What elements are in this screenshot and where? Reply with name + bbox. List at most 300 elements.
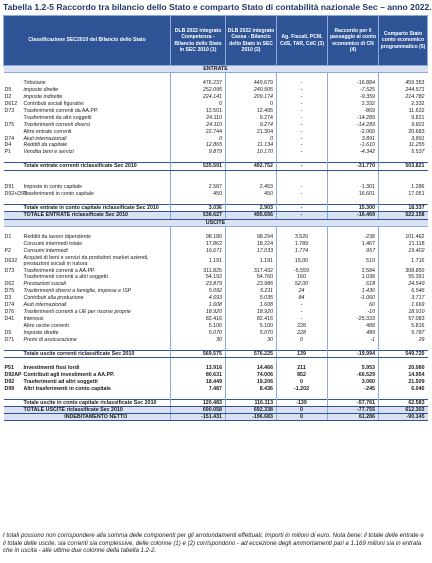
- empty-cell: [4, 226, 22, 233]
- value-ag-fiscali: 1.774: [277, 247, 328, 254]
- table-row: [4, 240, 428, 247]
- row-label: Trasferimenti diversi a famiglie, imprese e ISP: [23, 288, 132, 295]
- value-ag-fiscali: -: [277, 100, 328, 107]
- value-comparto-stato: 5.787: [379, 330, 428, 337]
- empty-cell: [328, 358, 379, 365]
- value-competenza: 24.110: [171, 114, 226, 121]
- table-row: [4, 323, 428, 330]
- table-row: [4, 87, 428, 94]
- row-code: D62: [4, 281, 15, 288]
- value-comparto-stato: -90.145: [379, 414, 428, 421]
- value-competenza: 17.862: [171, 240, 226, 247]
- value-ag-fiscali: 228: [277, 330, 328, 337]
- empty-cell: [328, 198, 379, 205]
- row-code: D75: [4, 121, 15, 128]
- row-code: P1: [4, 149, 11, 156]
- empty-cell: [4, 177, 22, 184]
- value-ag-fiscali: -: [277, 184, 328, 191]
- table-row: [4, 107, 428, 114]
- spacer-row: [4, 156, 428, 163]
- empty-cell: [379, 343, 428, 350]
- empty-cell: [379, 73, 428, 80]
- value-comparto-stato: 17.051: [379, 191, 428, 198]
- value-cassa: 9.274: [226, 114, 277, 121]
- value-raccordo: -77.755: [328, 406, 379, 413]
- row-label: Totale uscite correnti riclassificate Sec 2010: [22, 350, 171, 357]
- spacer-row: [4, 198, 428, 205]
- value-raccordo: 618: [328, 281, 379, 288]
- row-label: Interessi: [23, 316, 44, 323]
- spacer-row: [4, 343, 428, 350]
- value-comparto-stato: 9.821: [379, 121, 428, 128]
- value-cassa: 492.752: [226, 163, 277, 170]
- value-raccordo: 489: [328, 330, 379, 337]
- empty-cell: [226, 177, 277, 184]
- empty-cell: [277, 156, 328, 163]
- row-code: D91: [4, 184, 15, 191]
- value-raccordo: -10: [328, 309, 379, 316]
- table-row: [4, 80, 428, 87]
- value-raccordo: 1.467: [328, 240, 379, 247]
- empty-cell: [277, 226, 328, 233]
- value-ag-fiscali: -: [277, 163, 328, 170]
- value-cassa: 209.174: [226, 94, 277, 101]
- value-cassa: 74.006: [226, 371, 277, 378]
- empty-cell: [277, 392, 328, 399]
- value-competenza: 9.879: [171, 149, 226, 156]
- value-competenza: 12.865: [171, 142, 226, 149]
- row-code: D5: [4, 86, 12, 93]
- row-code: D4: [4, 142, 12, 149]
- table-row: [4, 378, 428, 385]
- row-code: [4, 350, 22, 357]
- row-label: Totale entrate in conto capitale riclassificate Sec 2010: [22, 205, 171, 212]
- table-row: [4, 128, 428, 135]
- spacer-row: [4, 358, 428, 365]
- row-code: D5: [4, 329, 12, 336]
- value-ag-fiscali: 24: [277, 288, 328, 295]
- value-comparto-stato: 3.891: [379, 135, 428, 142]
- empty-cell: [379, 392, 428, 399]
- value-ag-fiscali: -: [277, 87, 328, 94]
- row-code: D612: [4, 100, 18, 107]
- value-cassa: 692.338: [226, 406, 277, 413]
- value-comparto-stato: 21.509: [379, 378, 428, 385]
- row-code: D71: [4, 336, 15, 343]
- empty-cell: [226, 73, 277, 80]
- row-code: [4, 406, 22, 413]
- value-ag-fiscali: -: [277, 128, 328, 135]
- value-cassa: 2.903: [226, 205, 277, 212]
- row-code: D74: [4, 302, 15, 309]
- row-label: Totale entrate correnti riclassificate Sec 2010: [22, 163, 171, 170]
- value-competenza: 450: [171, 191, 226, 198]
- value-raccordo: -57.761: [328, 399, 379, 406]
- value-competenza: 1.608: [171, 302, 226, 309]
- row-label: Imposte in conto capitale: [23, 184, 83, 191]
- empty-cell: [226, 358, 277, 365]
- value-ag-fiscali: 84: [277, 295, 328, 302]
- value-ag-fiscali: -: [277, 309, 328, 316]
- value-raccordo: -25.333: [328, 316, 379, 323]
- row-label: Investimenti fissi lordi: [23, 364, 80, 371]
- value-ag-fiscali: -5.559: [277, 267, 328, 274]
- empty-cell: [22, 226, 171, 233]
- value-raccordo: -1.301: [328, 184, 379, 191]
- value-competenza: 5.092: [171, 288, 226, 295]
- value-raccordo: 16.601: [328, 191, 379, 198]
- value-competenza: 0: [171, 135, 226, 142]
- row-code: D2: [4, 93, 12, 100]
- row-label: Trasferimenti correnti a UE per risorse proprie: [23, 309, 131, 316]
- row-label: Redditi da lavoro dipendente: [23, 233, 91, 240]
- value-cassa: 11.134: [226, 142, 277, 149]
- value-raccordo: -2.060: [328, 128, 379, 135]
- value-cassa: 449.679: [226, 80, 277, 87]
- value-ag-fiscali: -: [277, 212, 328, 219]
- value-cassa: 18.920: [226, 309, 277, 316]
- value-cassa: 8.436: [226, 385, 277, 392]
- value-comparto-stato: 21.118: [379, 240, 428, 247]
- row-code: D92AP: [4, 371, 22, 378]
- value-comparto-stato: 20.683: [379, 128, 428, 135]
- value-cassa: 5.070: [226, 330, 277, 337]
- row-label: Totale uscite in conto capitale riclassificate Sec 2010: [22, 399, 171, 406]
- empty-cell: [226, 392, 277, 399]
- value-cassa: 450: [226, 191, 277, 198]
- value-cassa: -196.683: [226, 414, 277, 421]
- value-competenza: 98.180: [171, 233, 226, 240]
- header-ag-fiscali: Ag. Fiscali, PCM, CdS, TAR, CdC (3): [277, 16, 328, 66]
- value-competenza: 690.058: [171, 406, 226, 413]
- value-cassa: 18.224: [226, 240, 277, 247]
- header-competenza: DLB 2022 integrato Competenza - Bilancio dello Stato in SEC 2010 (1): [171, 16, 226, 66]
- row-code: D1: [4, 233, 12, 240]
- value-raccordo: 1.430: [328, 288, 379, 295]
- value-ag-fiscali: 0: [277, 378, 328, 385]
- empty-cell: [22, 198, 171, 205]
- row-code: D75: [4, 288, 15, 295]
- value-comparto-stato: 214.782: [379, 94, 428, 101]
- table-row: [4, 212, 428, 219]
- value-cassa: 317.432: [226, 267, 277, 274]
- empty-cell: [4, 358, 22, 365]
- value-ag-fiscali: 52,00: [277, 281, 328, 288]
- empty-cell: [379, 198, 428, 205]
- value-cassa: 14.466: [226, 365, 277, 372]
- row-label: Premi di assicurazione: [23, 336, 77, 343]
- value-raccordo: -4.342: [328, 149, 379, 156]
- value-ag-fiscali: 228: [277, 323, 328, 330]
- value-ag-fiscali: -: [277, 316, 328, 323]
- table-row: [4, 371, 428, 378]
- empty-cell: [22, 156, 171, 163]
- value-cassa: 23.986: [226, 281, 277, 288]
- value-cassa: 495.656: [226, 212, 277, 219]
- table-body: [4, 66, 428, 421]
- value-cassa: 19.206: [226, 378, 277, 385]
- empty-cell: [328, 170, 379, 177]
- row-label: imposte dirette: [23, 86, 59, 93]
- value-raccordo: -16.469: [328, 212, 379, 219]
- value-competenza: 12.501: [171, 107, 226, 114]
- value-cassa: 2.453: [226, 184, 277, 191]
- row-label: Trasferimenti da altri soggetti: [23, 114, 92, 121]
- value-ag-fiscali: 211: [277, 365, 328, 372]
- empty-cell: [171, 177, 226, 184]
- value-ag-fiscali: 0: [277, 414, 328, 421]
- table-row: [4, 330, 428, 337]
- value-comparto-stato: 18.910: [379, 309, 428, 316]
- value-ag-fiscali: -: [277, 114, 328, 121]
- value-comparto-stato: 18.337: [379, 205, 428, 212]
- value-raccordo: 5.953: [328, 365, 379, 372]
- empty-cell: [4, 170, 22, 177]
- row-code: [4, 128, 22, 135]
- row-label: Trasferimenti in conto capitale: [23, 191, 94, 198]
- value-raccordo: -238: [328, 233, 379, 240]
- empty-cell: [379, 177, 428, 184]
- value-raccordo: 61.286: [328, 414, 379, 421]
- value-cassa: 9.274: [226, 121, 277, 128]
- value-raccordo: 60: [328, 302, 379, 309]
- value-ag-fiscali: 3.520: [277, 233, 328, 240]
- row-label: TOTALE USCITE riclassificate Sec 2010: [22, 406, 171, 413]
- value-cassa: 17.033: [226, 247, 277, 254]
- value-cassa: 240.505: [226, 87, 277, 94]
- value-comparto-stato: 5.816: [379, 323, 428, 330]
- value-raccordo: -245: [328, 385, 379, 392]
- value-ag-fiscali: 160: [277, 274, 328, 281]
- empty-cell: [171, 156, 226, 163]
- table-row: [4, 281, 428, 288]
- spacer-row: [4, 170, 428, 177]
- empty-cell: [277, 177, 328, 184]
- row-label: Consumi intermedi: [23, 247, 68, 254]
- value-ag-fiscali: 139: [277, 350, 328, 357]
- value-comparto-stato: 503.821: [379, 163, 428, 170]
- empty-cell: [277, 343, 328, 350]
- value-cassa: 116.113: [226, 399, 277, 406]
- empty-cell: [4, 343, 22, 350]
- empty-cell: [226, 170, 277, 177]
- value-comparto-stato: 55.391: [379, 274, 428, 281]
- value-raccordo: -1.610: [328, 142, 379, 149]
- value-raccordo: -7.525: [328, 87, 379, 94]
- reconciliation-table: [3, 15, 428, 421]
- value-cassa: 5.100: [226, 323, 277, 330]
- empty-cell: [4, 156, 22, 163]
- value-raccordo: -14.289: [328, 114, 379, 121]
- empty-cell: [4, 198, 22, 205]
- spacer-row: [4, 392, 428, 399]
- value-raccordo: -869: [328, 107, 379, 114]
- value-competenza: 16.671: [171, 247, 226, 254]
- table-row: [4, 142, 428, 149]
- table-row: [4, 163, 428, 170]
- row-label: Contributi sociali figurativi: [23, 100, 84, 107]
- table-row: [4, 114, 428, 121]
- empty-cell: [226, 226, 277, 233]
- table-row: [4, 309, 428, 316]
- row-code: D632: [4, 257, 18, 264]
- row-code: D99: [4, 385, 15, 392]
- value-cassa: 54.760: [226, 274, 277, 281]
- empty-cell: [22, 177, 171, 184]
- value-comparto-stato: 244.571: [379, 87, 428, 94]
- table-row: [4, 94, 428, 101]
- value-raccordo: 488: [328, 323, 379, 330]
- value-raccordo: 3.060: [328, 378, 379, 385]
- value-competenza: 7.487: [171, 385, 226, 392]
- value-comparto-stato: 11.632: [379, 107, 428, 114]
- table-row: [4, 233, 428, 240]
- value-ag-fiscali: 1.789: [277, 240, 328, 247]
- table-row: [4, 316, 428, 323]
- empty-cell: [226, 156, 277, 163]
- row-code: D74: [4, 135, 15, 142]
- empty-cell: [171, 73, 226, 80]
- value-comparto-stato: 2.332: [379, 100, 428, 107]
- value-ag-fiscali: -139: [277, 399, 328, 406]
- row-code: D92+D99: [4, 191, 28, 198]
- value-ag-fiscali: -1.202: [277, 385, 328, 392]
- value-comparto-stato: 11.255: [379, 142, 428, 149]
- value-competenza: 2.587: [171, 184, 226, 191]
- empty-cell: [171, 170, 226, 177]
- value-comparto-stato: 6.040: [379, 385, 428, 392]
- table-row: [4, 414, 428, 421]
- row-label: Trasferimenti correnti a altri soggetti: [23, 274, 108, 281]
- row-label: imposte indirette: [23, 93, 63, 100]
- empty-cell: [379, 226, 428, 233]
- value-ag-fiscali: -: [277, 205, 328, 212]
- spacer-row: [4, 73, 428, 80]
- value-comparto-stato: 14.954: [379, 371, 428, 378]
- value-ag-fiscali: -: [277, 142, 328, 149]
- row-code: D73: [4, 267, 15, 274]
- header-classification: Classificazione SEC2010 del Bilancio dello Stato: [4, 16, 171, 66]
- value-competenza: 30: [171, 337, 226, 344]
- value-competenza: 18.920: [171, 309, 226, 316]
- value-cassa: 10.170: [226, 149, 277, 156]
- empty-cell: [328, 392, 379, 399]
- value-comparto-stato: 308.850: [379, 267, 428, 274]
- value-cassa: 576.225: [226, 350, 277, 357]
- empty-cell: [379, 170, 428, 177]
- empty-cell: [328, 156, 379, 163]
- table-row: [4, 135, 428, 142]
- empty-cell: [277, 73, 328, 80]
- table-caption: Tabella 1.2-5 Raccordo tra bilancio dello Stato e comparto Stato di contabilità nazionale Sec – anno 2022.: [3, 2, 432, 12]
- section-label: USCITE: [4, 219, 428, 226]
- table-row: [4, 267, 428, 274]
- row-label: Trasferimenti correnti da AA.PP.: [23, 107, 99, 114]
- value-ag-fiscali: 15,00: [277, 254, 328, 267]
- table-row: [4, 406, 428, 413]
- table-row: [4, 274, 428, 281]
- empty-cell: [328, 343, 379, 350]
- value-competenza: 4.693: [171, 295, 226, 302]
- empty-cell: [22, 170, 171, 177]
- spacer-row: [4, 226, 428, 233]
- value-raccordo: -1: [328, 337, 379, 344]
- row-label: INDEBITAMENTO NETTO: [22, 414, 171, 421]
- row-label: Acquisti di beni e servizi da produttori market aziendi, prestazioni sociali in natura: [23, 254, 149, 267]
- table-row: [4, 295, 428, 302]
- row-label: TOTALE ENTRATE riclassificate Sec 2010: [22, 212, 171, 219]
- value-ag-fiscali: -: [277, 80, 328, 87]
- table-row: [4, 205, 428, 212]
- value-cassa: 5.211: [226, 288, 277, 295]
- value-raccordo: -1.060: [328, 295, 379, 302]
- value-ag-fiscali: -: [277, 94, 328, 101]
- value-comparto-stato: 549.720: [379, 350, 428, 357]
- row-label: Altri trasferimenti in conto capitale: [23, 385, 111, 392]
- header-comparto-stato: Comparto Stato conto economico programmatico (5): [379, 16, 428, 66]
- table-row: [4, 288, 428, 295]
- value-ag-fiscali: -: [277, 191, 328, 198]
- value-competenza: 54.192: [171, 274, 226, 281]
- row-label: Aiuti internazionali: [23, 302, 67, 309]
- value-competenza: -151.431: [171, 414, 226, 421]
- row-code: [4, 323, 22, 330]
- value-competenza: 24.110: [171, 121, 226, 128]
- value-competenza: 5.100: [171, 323, 226, 330]
- value-comparto-stato: 9.821: [379, 114, 428, 121]
- value-raccordo: 3.891: [328, 135, 379, 142]
- value-competenza: 18.449: [171, 378, 226, 385]
- empty-cell: [277, 170, 328, 177]
- table-notes: I totali possono non corrispondere alla somma delle componenti per gli arrotondamenti effettuati. Importi in milioni di euro. Nota bene: il totale delle entrate e il totale delle uscite, sia correnti sia complessive, delle colonne (1) e (2) corrispondono - ad eccezione degli ammortamenti pari a 1.169 milioni sia in entrata che in uscita - alle ultime due colonne della tabella 1.2-2.: [3, 532, 424, 555]
- section-row: [4, 219, 428, 226]
- empty-cell: [171, 392, 226, 399]
- row-label: Prestazioni sociali: [23, 281, 66, 288]
- row-code: D76: [4, 309, 15, 316]
- value-comparto-stato: 57.083: [379, 316, 428, 323]
- row-code: D73: [4, 107, 15, 114]
- row-label: Trasferimenti correnti diversi: [23, 121, 90, 128]
- row-label: Consumi intermedi totale: [23, 240, 83, 247]
- value-competenza: 1.191: [171, 254, 226, 267]
- value-comparto-stato: 1.286: [379, 184, 428, 191]
- empty-cell: [171, 198, 226, 205]
- value-raccordo: 15.300: [328, 205, 379, 212]
- value-competenza: 82.416: [171, 316, 226, 323]
- value-cassa: 1.608: [226, 302, 277, 309]
- value-competenza: 0: [171, 100, 226, 107]
- row-code: P51: [4, 364, 14, 371]
- value-cassa: 0: [226, 100, 277, 107]
- value-competenza: 3.036: [171, 205, 226, 212]
- value-ag-fiscali: -: [277, 107, 328, 114]
- row-code: [4, 80, 22, 87]
- value-competenza: 23.879: [171, 281, 226, 288]
- value-competenza: 311.825: [171, 267, 226, 274]
- value-competenza: 80.631: [171, 371, 226, 378]
- empty-cell: [379, 358, 428, 365]
- row-label: Imposte dirette: [23, 329, 59, 336]
- row-code: [4, 205, 22, 212]
- value-ag-fiscali: -: [277, 149, 328, 156]
- table-header: [4, 16, 428, 66]
- row-label: Altre entrate correnti: [23, 128, 72, 135]
- value-ag-fiscali: -: [277, 121, 328, 128]
- empty-cell: [226, 198, 277, 205]
- row-label: Tributarie: [23, 80, 46, 86]
- empty-cell: [379, 156, 428, 163]
- value-comparto-stato: 1.716: [379, 254, 428, 267]
